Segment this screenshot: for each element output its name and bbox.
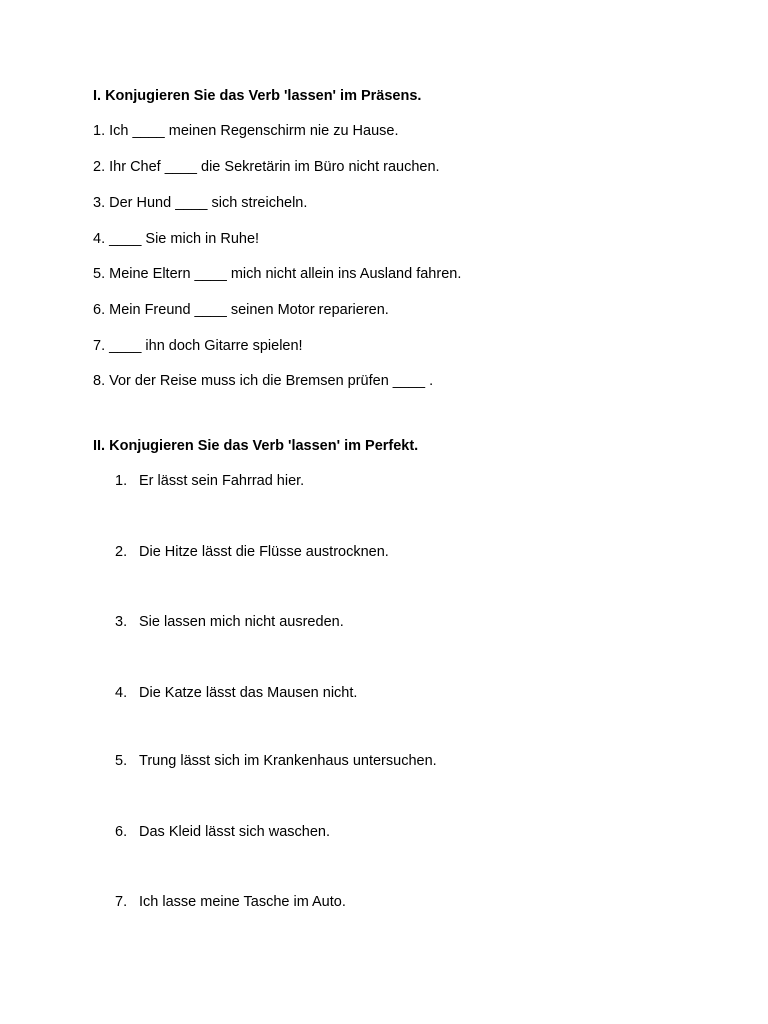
section-1-item-2: 2. Ihr Chef ____ die Sekretärin im Büro nicht rauchen. [93, 159, 440, 175]
section-1-item-1: 1. Ich ____ meinen Regenschirm nie zu Hause. [93, 123, 399, 139]
list-text: Er lässt sein Fahrrad hier. [139, 473, 305, 489]
section-1-item-7: 7. ____ ihn doch Gitarre spielen! [93, 338, 303, 354]
list-number: 6. [115, 824, 128, 840]
list-text: Die Hitze lässt die Flüsse austrocknen. [139, 544, 389, 560]
section-2-item-4 [115, 684, 357, 702]
section-1-heading: I. Konjugieren Sie das Verb 'lassen' im Präsens. [93, 88, 422, 104]
section-1-item-6: 6. Mein Freund ____ seinen Motor reparieren. [93, 302, 389, 318]
list-number: 1. [115, 473, 128, 489]
section-2-item-3 [115, 613, 344, 631]
list-text: Die Katze lässt das Mausen nicht. [139, 685, 358, 701]
list-number: 2. [115, 544, 128, 560]
section-2-item-2 [115, 543, 389, 561]
section-1-item-5: 5. Meine Eltern ____ mich nicht allein ins Ausland fahren. [93, 266, 462, 282]
list-text: Das Kleid lässt sich waschen. [139, 824, 330, 840]
section-2-item-7 [115, 893, 346, 911]
section-2-item-5 [115, 752, 437, 770]
list-text: Trung lässt sich im Krankenhaus untersuchen. [139, 753, 437, 769]
list-number: 4. [115, 685, 128, 701]
section-2-heading: II. Konjugieren Sie das Verb 'lassen' im Perfekt. [93, 438, 419, 454]
list-text: Ich lasse meine Tasche im Auto. [139, 894, 346, 910]
list-text: Sie lassen mich nicht ausreden. [139, 614, 344, 630]
list-number: 3. [115, 614, 128, 630]
section-2-item-6 [115, 823, 330, 841]
list-number: 7. [115, 894, 128, 910]
section-2-item-1 [115, 472, 304, 490]
section-1-item-8: 8. Vor der Reise muss ich die Bremsen prüfen ____ . [93, 373, 434, 389]
list-number: 5. [115, 753, 128, 769]
section-1-item-3: 3. Der Hund ____ sich streicheln. [93, 195, 308, 211]
section-1-item-4: 4. ____ Sie mich in Ruhe! [93, 231, 260, 247]
